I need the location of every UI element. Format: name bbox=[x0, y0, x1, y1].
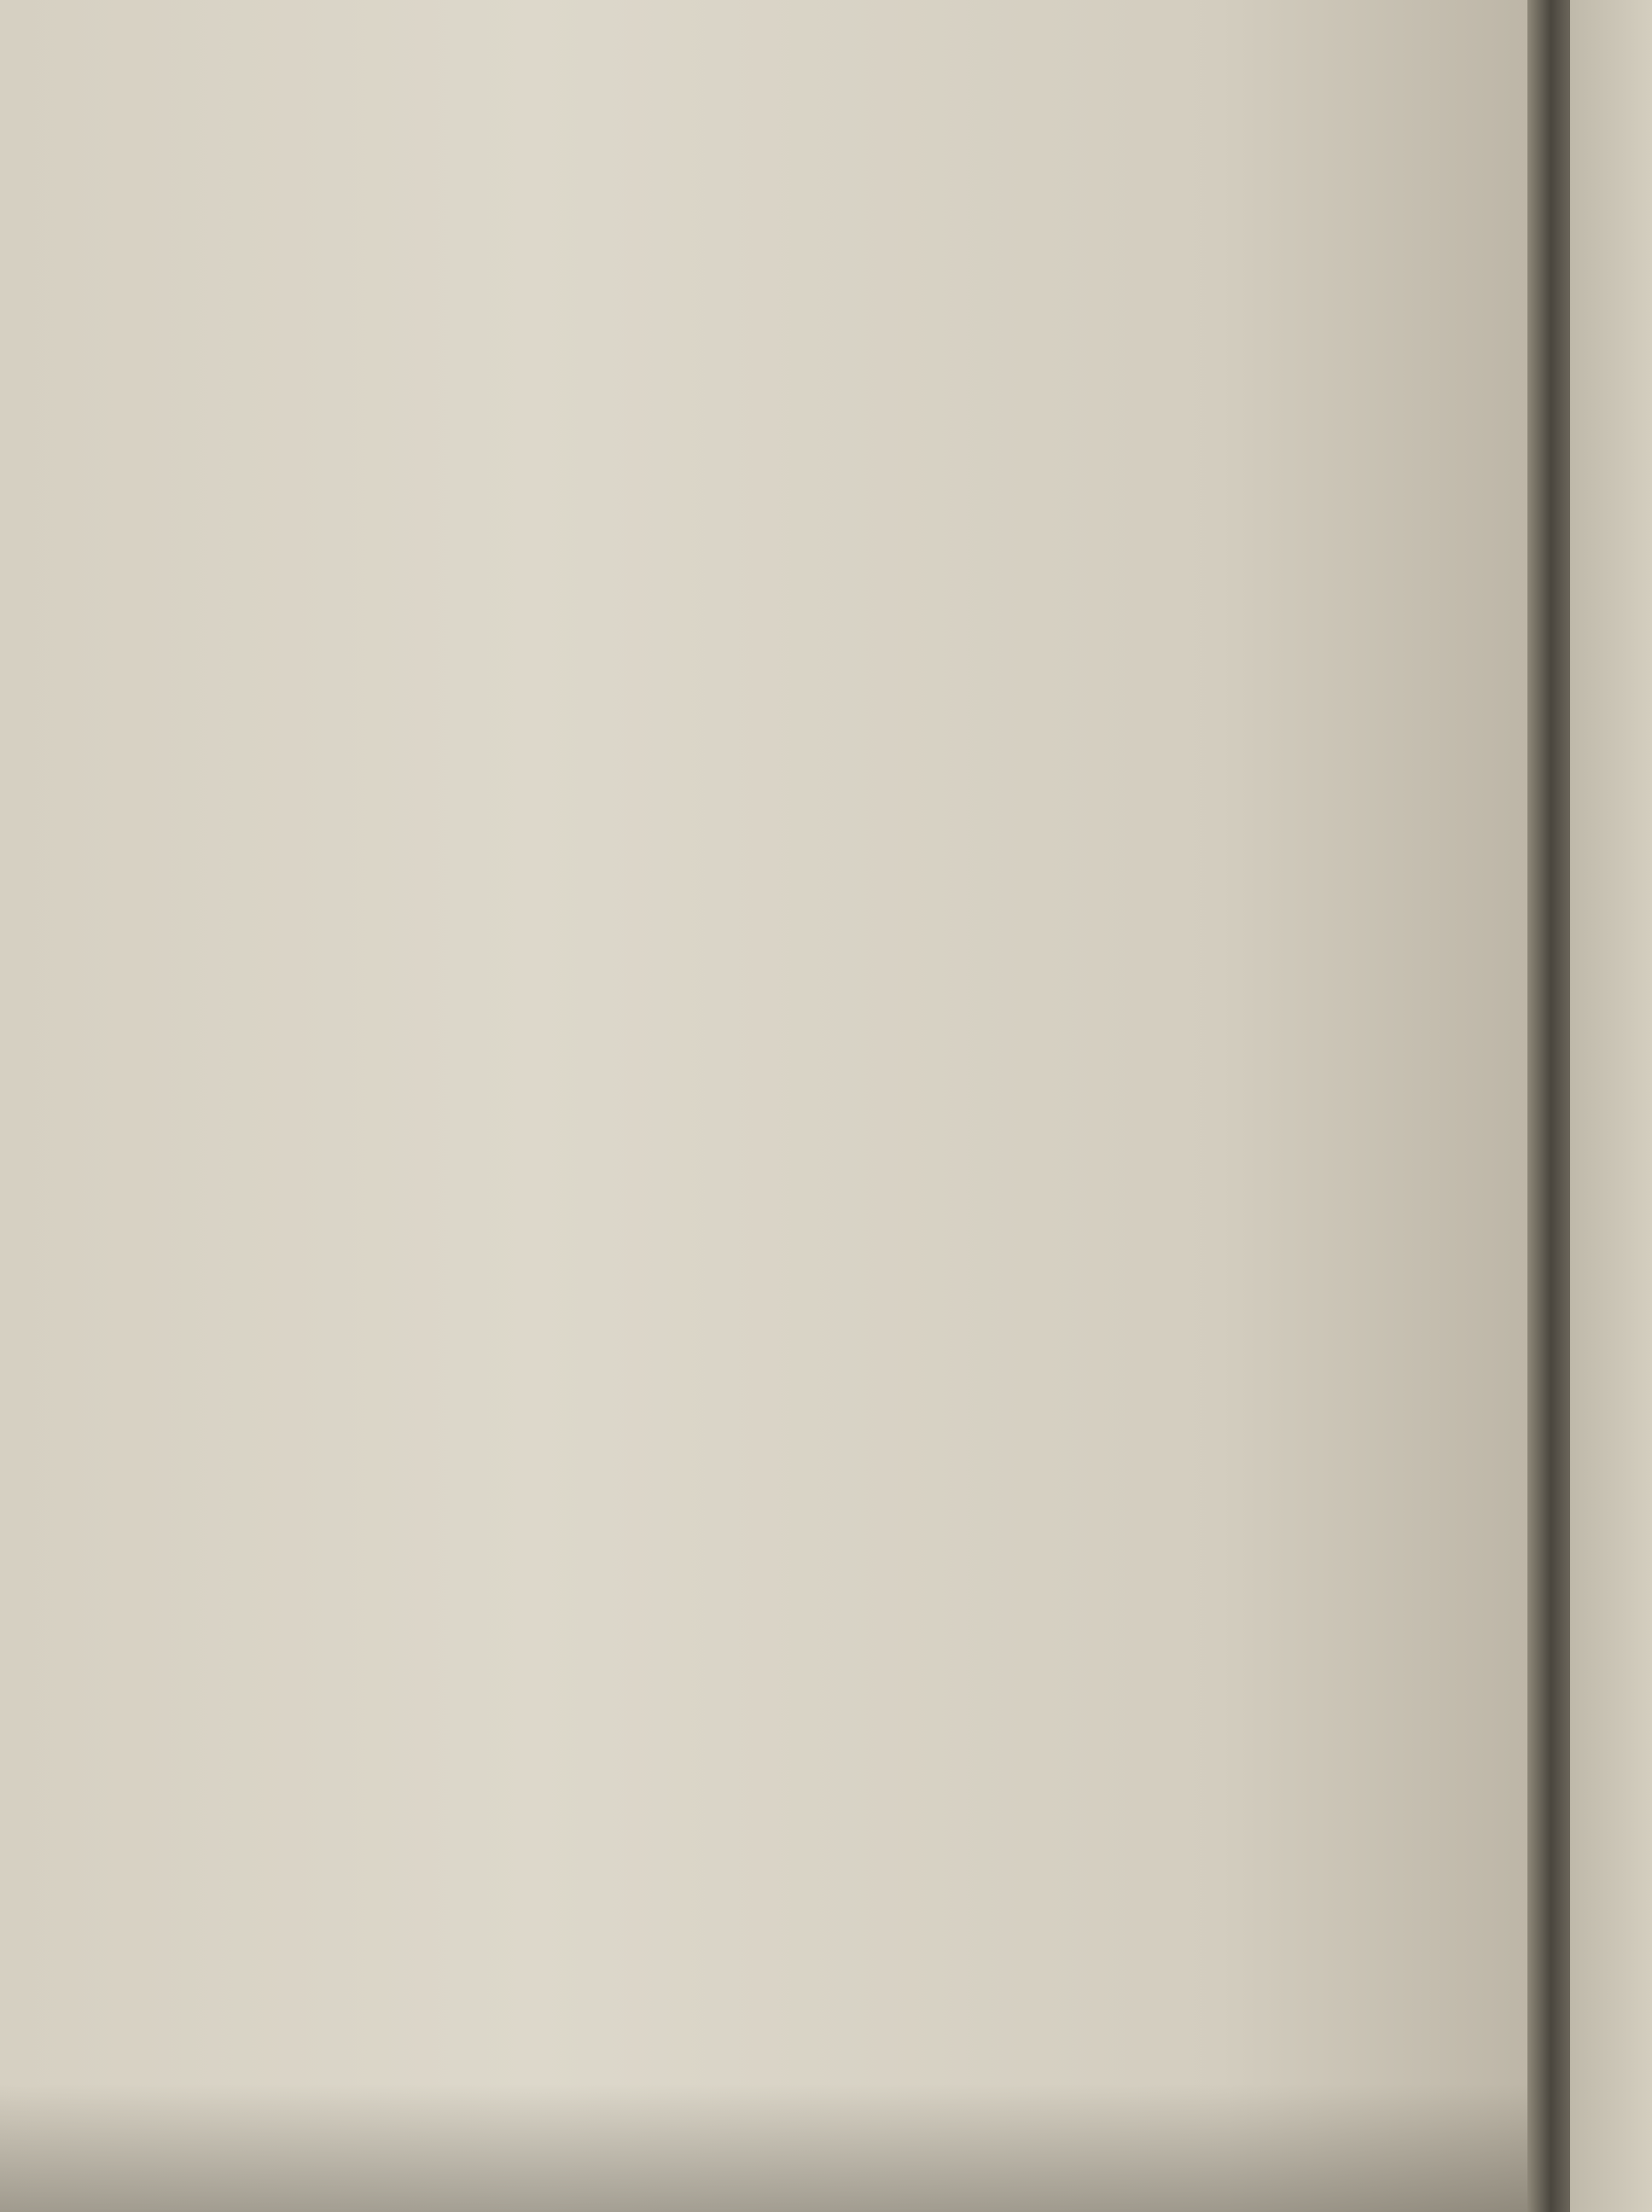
book-gutter bbox=[1527, 0, 1570, 2212]
first-speech-row bbox=[94, 113, 1527, 222]
page-text bbox=[94, 17, 1527, 222]
speakers-heading bbox=[94, 26, 1527, 106]
right-page-edge bbox=[1570, 0, 1652, 2212]
